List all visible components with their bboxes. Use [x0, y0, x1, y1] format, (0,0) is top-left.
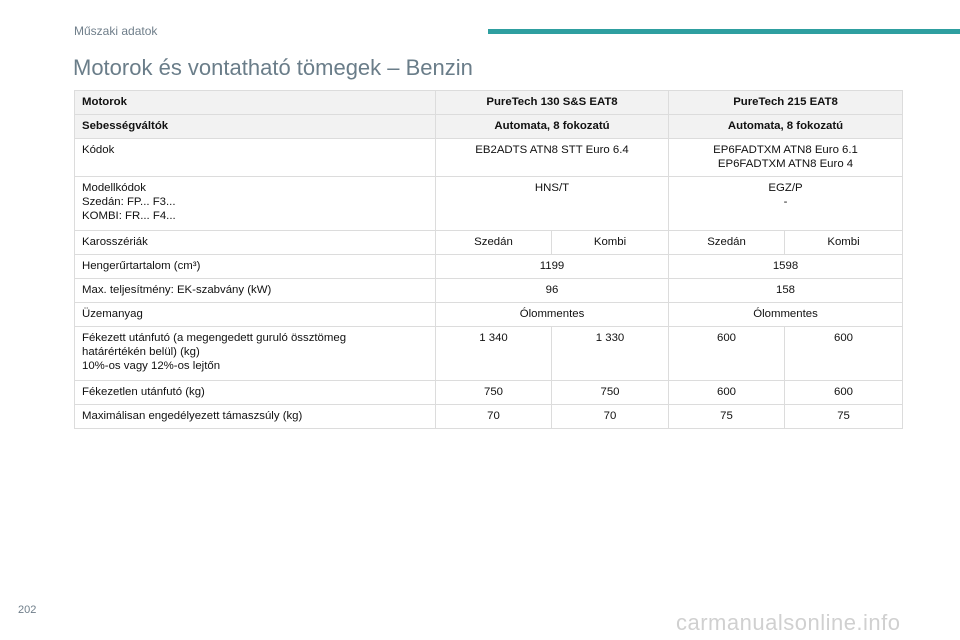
engine-1-max-power: 96: [436, 279, 669, 303]
row-label-nose-weight: Maximálisan engedélyezett támaszsúly (kg): [75, 405, 436, 429]
row-label-braked-trailer: [75, 327, 436, 381]
braked-trailer-value-1: 1 340: [436, 327, 552, 381]
nose-weight-value-1: 70: [436, 405, 552, 429]
table-row-model-codes: [75, 177, 903, 231]
table-row-displacement: [75, 255, 903, 279]
braked-trailer-value-4: 600: [785, 327, 903, 381]
table-row-gearboxes: [75, 115, 903, 139]
engine-2-name: PureTech 215 EAT8: [669, 91, 903, 115]
braked-trailer-label-line-2: határértékén belül) (kg): [82, 346, 200, 358]
page-title: Motorok és vontatható tömegek – Benzin: [73, 55, 473, 80]
table-row-codes: [75, 139, 903, 177]
engine-1-gearbox: Automata, 8 fokozatú: [436, 115, 669, 139]
body-style-4: Kombi: [785, 231, 903, 255]
engine-2-fuel: Ólommentes: [669, 303, 903, 327]
nose-weight-value-3: 75: [669, 405, 785, 429]
model-codes-label-line-2: Szedán: FP... F3...: [82, 196, 176, 208]
row-label-displacement: Hengerűrtartalom (cm³): [75, 255, 436, 279]
watermark-text: carmanualsonline.info: [676, 610, 901, 635]
row-label-gearboxes: Sebességváltók: [75, 115, 436, 139]
engine-spec-table: [74, 90, 903, 429]
row-label-codes: Kódok: [75, 139, 436, 177]
row-label-engines: Motorok: [75, 91, 436, 115]
table-row-nose-weight: [75, 405, 903, 429]
row-label-fuel: Üzemanyag: [75, 303, 436, 327]
body-style-2: Kombi: [552, 231, 669, 255]
engine-2-codes: [669, 139, 903, 177]
engine-1-fuel: Ólommentes: [436, 303, 669, 327]
row-label-unbraked-trailer: Fékezetlen utánfutó (kg): [75, 381, 436, 405]
header-accent-bar: [488, 29, 960, 34]
row-label-max-power: Max. teljesítmény: EK-szabvány (kW): [75, 279, 436, 303]
engine-2-max-power: 158: [669, 279, 903, 303]
engine-1-code: EB2ADTS ATN8 STT Euro 6.4: [436, 139, 669, 177]
section-label: Műszaki adatok: [74, 24, 158, 38]
unbraked-trailer-value-4: 600: [785, 381, 903, 405]
table-row-braked-trailer: [75, 327, 903, 381]
braked-trailer-value-2: 1 330: [552, 327, 669, 381]
row-label-model-codes: [75, 177, 436, 231]
model-codes-label-line-3: KOMBI: FR... F4...: [82, 210, 176, 222]
engine-2-model-code-line-2: -: [783, 196, 788, 208]
engine-2-model-code: [669, 177, 903, 231]
engine-1-name: PureTech 130 S&S EAT8: [436, 91, 669, 115]
table-row-engines: [75, 91, 903, 115]
engine-2-code-line-2: EP6FADTXM ATN8 Euro 4: [717, 158, 854, 170]
engine-2-displacement: 1598: [669, 255, 903, 279]
model-codes-label-line-1: Modellkódok: [82, 182, 146, 194]
page-number: 202: [18, 604, 37, 616]
braked-trailer-label-line-1: Fékezett utánfutó (a megengedett guruló össztömeg: [82, 332, 347, 344]
unbraked-trailer-value-1: 750: [436, 381, 552, 405]
nose-weight-value-2: 70: [552, 405, 669, 429]
table-row-body-styles: [75, 231, 903, 255]
engine-2-gearbox: Automata, 8 fokozatú: [669, 115, 903, 139]
braked-trailer-label-line-3: 10%-os vagy 12%-os lejtőn: [82, 360, 221, 372]
braked-trailer-value-3: 600: [669, 327, 785, 381]
engine-1-model-code: HNS/T: [436, 177, 669, 231]
row-label-body-styles: Karosszériák: [75, 231, 436, 255]
table-row-fuel: [75, 303, 903, 327]
unbraked-trailer-value-3: 600: [669, 381, 785, 405]
body-style-3: Szedán: [669, 231, 785, 255]
unbraked-trailer-value-2: 750: [552, 381, 669, 405]
nose-weight-value-4: 75: [785, 405, 903, 429]
table-row-unbraked-trailer: [75, 381, 903, 405]
engine-2-code-line-1: EP6FADTXM ATN8 Euro 6.1: [713, 144, 858, 156]
body-style-1: Szedán: [436, 231, 552, 255]
engine-2-model-code-line-1: EGZ/P: [768, 182, 803, 194]
table-row-max-power: [75, 279, 903, 303]
engine-1-displacement: 1199: [436, 255, 669, 279]
